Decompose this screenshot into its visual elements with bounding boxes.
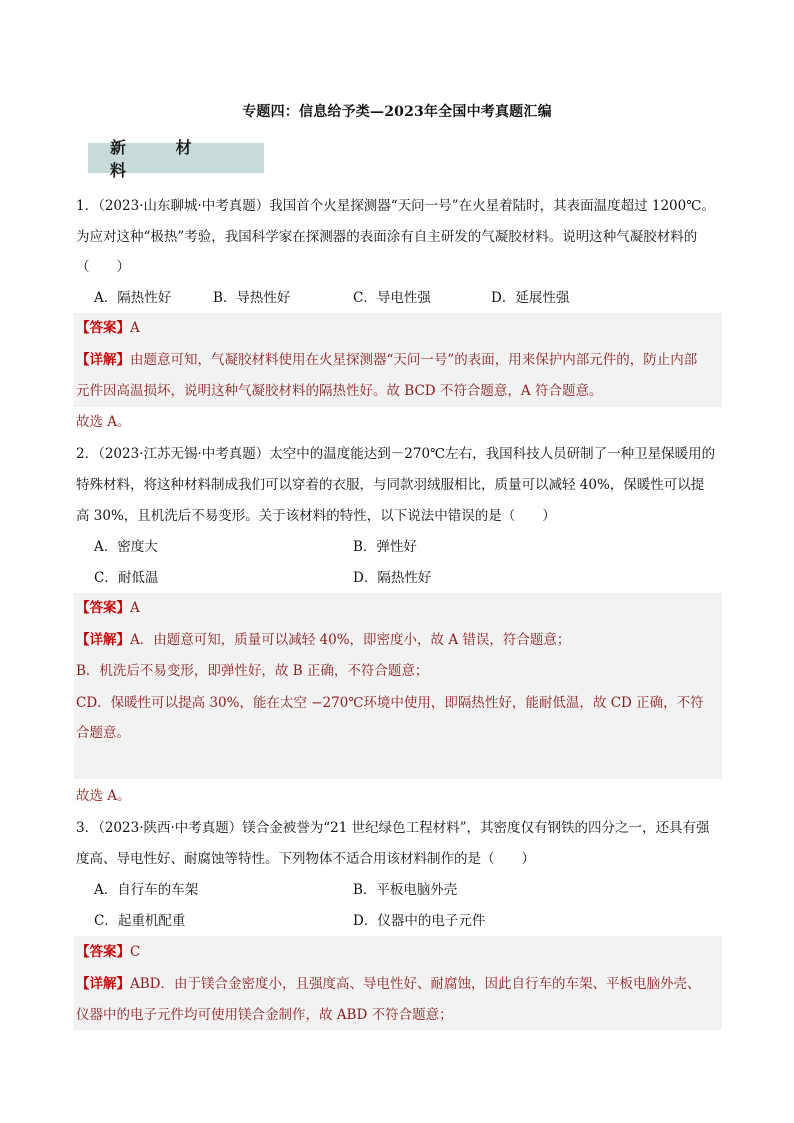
q2-option-b: B．弹性好 (353, 539, 417, 555)
q3-stem-line1: 3．（2023·陕西·中考真题）镁合金被誉为“21 世纪绿色工程材料”，其密度仅有钢铁的四分之一，还具有强 (76, 820, 710, 836)
q2-option-c: C．耐低温 (94, 570, 159, 586)
q2-answer-block (74, 593, 722, 779)
q3-option-c: C．起重机配重 (94, 913, 186, 929)
q2-choose: 故选 A。 (76, 788, 131, 804)
q2-stem-line2: 特殊材料，将这种材料制成我们可以穿着的衣服，与同款羽绒服相比，质量可以减轻 40%，保暖性可以提 (76, 477, 705, 493)
q1-choose: 故选 A。 (76, 414, 131, 430)
q3-stem-line2: 度高、导电性好、耐腐蚀等特性。下列物体不适合用该材料制作的是（ ） (76, 851, 535, 867)
section-label: 新 材 料 (110, 138, 214, 180)
detail-text: A．由题意可知，质量可以减轻 40%，即密度小，故 A 错误，符合题意； (130, 632, 571, 648)
q1-option-d: D．延展性强 (491, 290, 570, 306)
q2-detail-line3: CD．保暖性可以提高 30%，能在太空 −270℃环境中使用，即隔热性好，能耐低温，故 CD 正确，不符 (76, 695, 704, 711)
page-title: 专题四：信息给予类—2023年全国中考真题汇编 (242, 104, 552, 120)
q1-detail-line2: 元件因高温损坏，说明这种气凝胶材料的隔热性好。故 BCD 不符合题意，A 符合题意。 (76, 383, 603, 399)
q1-stem-line2: 为应对这种“极热”考验，我国科学家在探测器的表面涂有自主研发的气凝胶材料。说明这种气凝胶材料的 (76, 229, 698, 245)
q2-detail-line2: B．机洗后不易变形，即弹性好，故 B 正确，不符合题意； (76, 663, 429, 679)
detail-text: 由题意可知，气凝胶材料使用在火星探测器“天问一号”的表面，用来保护内部元件的，防止内部 (130, 352, 698, 368)
detail-tag: 【详解】 (76, 352, 130, 368)
q2-detail-line4: 合题意。 (76, 725, 130, 741)
q3-option-d: D．仪器中的电子元件 (353, 913, 486, 929)
detail-text: ABD．由于镁合金密度小，且强度高、导电性好、耐腐蚀，因此自行车的车架、平板电脑外壳、 (130, 976, 701, 992)
q1-option-a: A．隔热性好 (94, 290, 172, 306)
detail-tag: 【详解】 (76, 976, 130, 992)
q3-detail-line2: 仪器中的电子元件均可使用镁合金制作，故 ABD 不符合题意； (76, 1007, 453, 1023)
answer-value: A (130, 600, 140, 616)
section-tag (88, 138, 264, 180)
q2-answer (76, 598, 722, 618)
q2-option-a: A．密度大 (94, 539, 158, 555)
q2-detail-line1 (76, 630, 722, 650)
q1-detail-line1 (76, 350, 722, 370)
q1-option-c: C．导电性强 (353, 290, 431, 306)
q3-detail-line1 (76, 974, 722, 994)
q2-option-d: D．隔热性好 (353, 570, 432, 586)
q3-option-b: B．平板电脑外壳 (353, 882, 458, 898)
answer-tag: 【答案】 (76, 320, 130, 336)
q2-stem-line1: 2．（2023·江苏无锡·中考真题）太空中的温度能达到－270℃左右，我国科技人员研制了一种卫星保暖用的 (76, 446, 716, 462)
q1-answer (76, 318, 722, 338)
q3-answer (76, 942, 722, 962)
answer-tag: 【答案】 (76, 944, 130, 960)
detail-tag: 【详解】 (76, 632, 130, 648)
answer-tag: 【答案】 (76, 600, 130, 616)
q3-option-a: A．自行车的车架 (94, 882, 199, 898)
q2-stem-line3: 高 30%，且机洗后不易变形。关于该材料的特性，以下说法中错误的是（ ） (76, 508, 556, 524)
answer-value: C (130, 944, 141, 960)
answer-value: A (130, 320, 140, 336)
q1-stem-line1: 1．（2023·山东聊城·中考真题）我国首个火星探测器“天问一号”在火星着陆时，其表面温度超过 1200℃。 (76, 198, 715, 214)
q1-option-b: B．导热性好 (213, 290, 291, 306)
q1-stem-line3: （ ） (76, 259, 130, 275)
